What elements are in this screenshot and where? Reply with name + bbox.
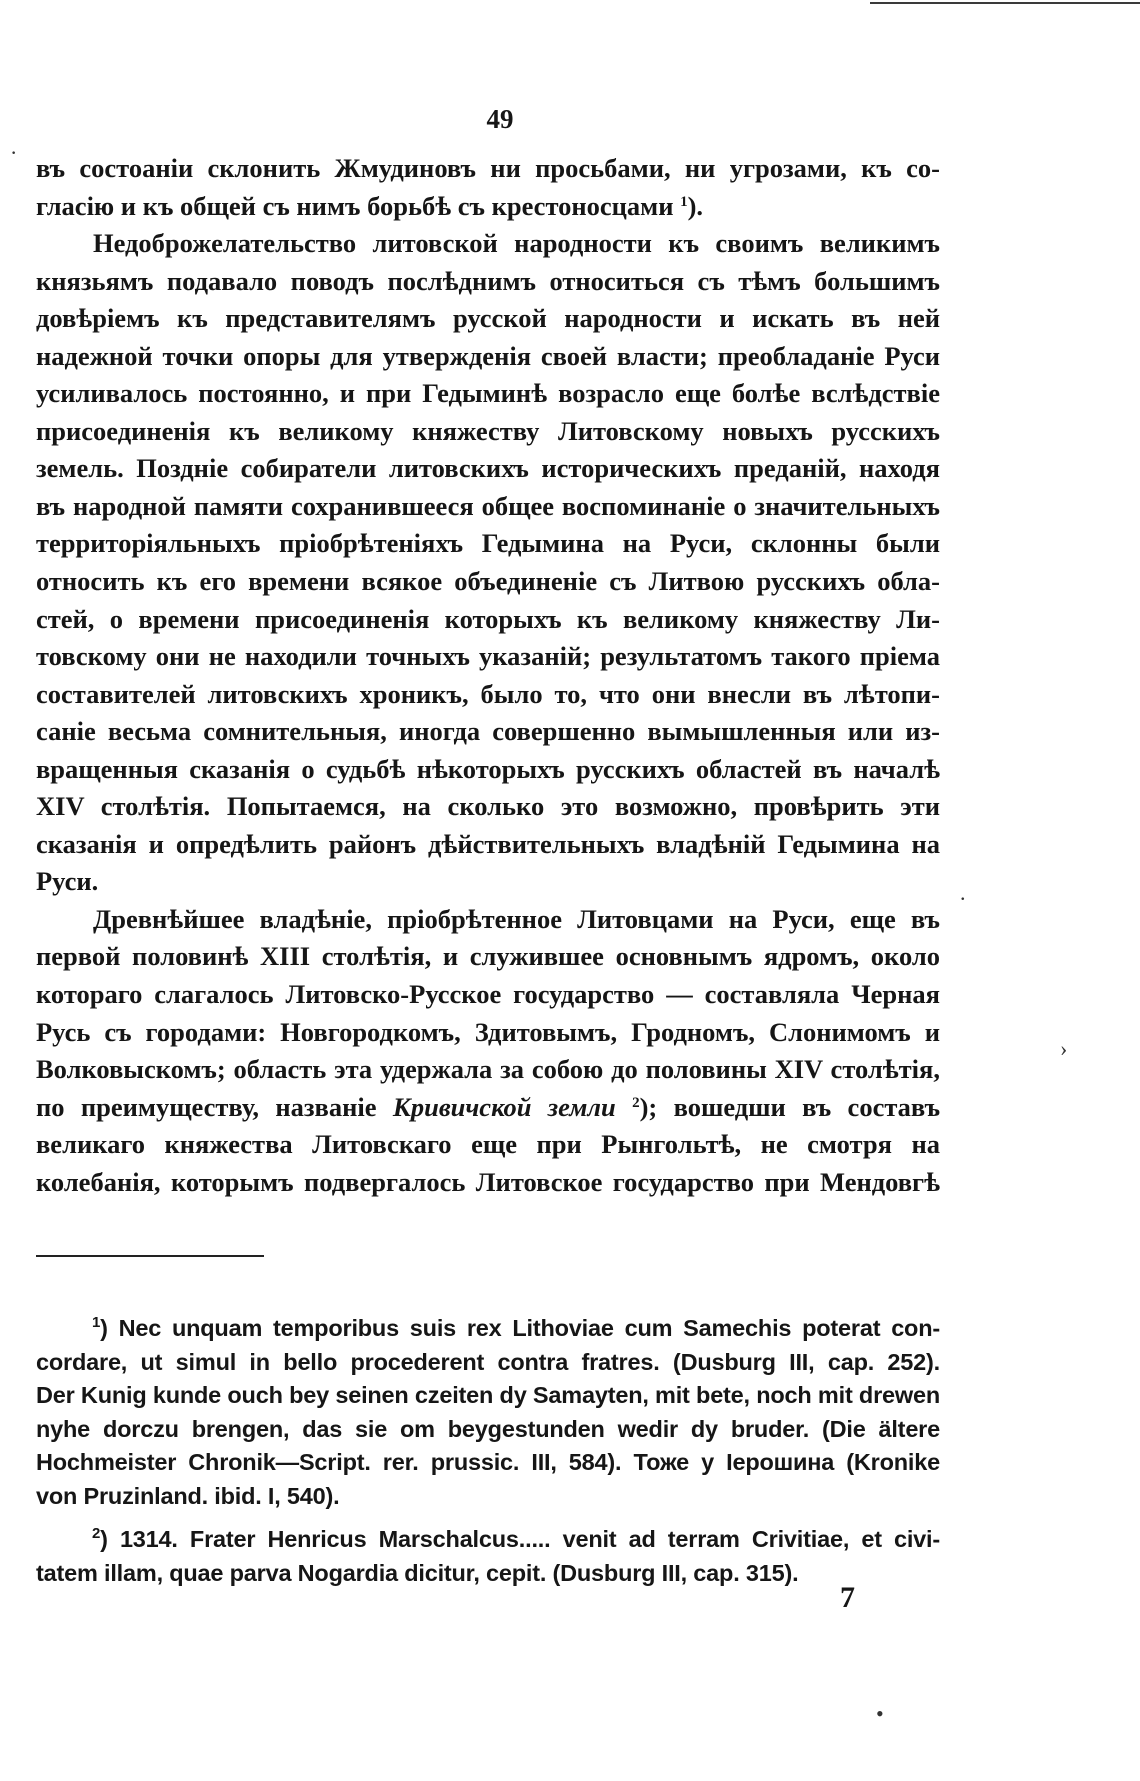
text-line: князьямъ подавало поводъ послѣднимъ относиться съ тѣмъ большимъ	[36, 265, 940, 296]
footnote-line: Der Kunig kunde ouch bey seinen czeiten dy Samayten, mit bete, noch mit drewen	[36, 1382, 940, 1408]
text-line: Волковыскомъ; область эта удержала за собою до половины XIV столѣтія,	[36, 1054, 940, 1085]
top-rule	[870, 2, 1140, 4]
text-line: первой половинѣ XIII столѣтія, и служившее основнымъ ядромъ, около	[36, 941, 940, 972]
footnote-line-content: ) Nec unquam temporibus suis rex Lithoviae cum Samechis poterat con-	[100, 1315, 940, 1341]
text-line-content: гласію и къ общей съ нимъ борьбѣ съ крестоносцами	[36, 190, 674, 221]
text-line-content: по преимуществу, названіе	[36, 1091, 377, 1122]
text-line: территоріяльныхъ пріобрѣтеніяхъ Гедымина на Руси, склонны были	[36, 528, 940, 559]
paragraph-3	[36, 901, 940, 1201]
footnote-line	[36, 1312, 940, 1346]
body-text	[36, 150, 940, 1201]
footnote-line: Hochmeister Chronik—Script. rer. prussic. III, 584). Тоже у Іерошина (Kronike	[36, 1449, 940, 1475]
footnote-separator	[36, 1255, 264, 1257]
margin-mark: ›	[1060, 1036, 1068, 1061]
text-line	[36, 188, 940, 226]
footnote-line-content: ) 1314. Frater Henricus Marschalcus..... venit ad terram Crivitiae, et civi-	[100, 1526, 940, 1552]
text-line: относить къ его времени всякое объединеніе съ Литвою русскихъ обла-	[36, 566, 940, 597]
text-line: Древнѣйшее владѣніе, пріобрѣтенное Литовцами на Руси, еще въ	[93, 903, 940, 934]
print-speck: •	[876, 1701, 884, 1726]
text-line: стей, о времени присоединенія которыхъ къ великому княжеству Ли-	[36, 603, 940, 634]
text-line: составителей литовскихъ хроникъ, было то, что они внесли въ лѣтопи-	[36, 678, 940, 709]
page-number: 49	[486, 104, 514, 134]
italic-term: Кривичской земли	[392, 1091, 616, 1122]
text-line: XIV столѣтія. Попытаемся, на сколько это возможно, провѣрить эти	[36, 791, 940, 822]
text-line: колебанія, которымъ подвергалось Литовское государство при Мендовгѣ	[36, 1166, 940, 1197]
print-speck: ·	[10, 140, 18, 165]
text-line-content: ); вошедши въ составъ	[639, 1091, 941, 1122]
signature-mark: 7	[840, 1581, 855, 1614]
footnote-line: tatem illam, quae parva Nogardia dicitur, cepit. (Dusburg III, cap. 315).	[36, 1559, 799, 1586]
text-line: въ народной памяти сохранившееся общее воспоминаніе о значительныхъ	[36, 490, 940, 521]
footnotes	[36, 1312, 940, 1590]
text-line: въ состоаніи склонить Жмудиновъ ни просьбами, ни угрозами, къ со-	[36, 153, 940, 183]
footnote-line: nyhe dorczu brengen, das sie om beygestunden wedir dy bruder. (Die ältere	[36, 1415, 940, 1442]
paragraph-2	[36, 225, 940, 901]
footnote-line: von Pruzinland. ibid. I, 540).	[36, 1482, 340, 1509]
text-line	[36, 1089, 940, 1127]
footnote-ref-1[interactable]: 1	[680, 193, 688, 210]
text-line: саніе весьма сомнительныя, иногда совершенно вымышленныя или из-	[36, 716, 940, 747]
text-line: надежной точки опоры для утвержденія своей власти; преобладаніе Руси	[36, 340, 940, 371]
text-line: сказанія и опредѣлить районъ дѣйствительныхъ владѣній Гедымина на	[36, 828, 940, 859]
text-line: Недоброжелательство литовской народности къ своимъ великимъ	[93, 228, 940, 259]
text-line: присоединенія къ великому княжеству Литовскому новыхъ русскихъ	[36, 415, 940, 446]
text-line-tail: ).	[687, 190, 704, 221]
footnote-1	[36, 1312, 940, 1513]
footnote-line: cordare, ut simul in bello procederent contra fratres. (Dusburg III, cap. 252).	[36, 1348, 940, 1375]
print-speck: .	[960, 880, 966, 905]
text-line: котораго слагалось Литовско-Русское государство — составляла Черная	[36, 979, 940, 1010]
paragraph-1	[36, 150, 940, 225]
footnote-marker: 1	[92, 1314, 101, 1331]
text-line: товскому они не находили точныхъ указаній; результатомъ такого пріема	[36, 641, 940, 672]
footnote-line	[36, 1523, 940, 1557]
footnote-2	[36, 1523, 940, 1590]
footnote-marker: 2	[92, 1525, 101, 1542]
text-line: усиливалось постоянно, и при Гедыминѣ возрасло еще болѣе вслѣдствіе	[36, 378, 940, 409]
text-line: вращенныя сказанія о судьбѣ нѣкоторыхъ русскихъ областей въ началѣ	[36, 753, 940, 784]
text-line: земель. Поздніе собиратели литовскихъ историческихъ преданій, находя	[36, 453, 940, 484]
text-line: великаго княжества Литовскаго еще при Рынгольтѣ, не смотря на	[36, 1129, 940, 1160]
text-line: Русь съ городами: Новгородкомъ, Здитовымъ, Гродномъ, Слонимомъ и	[36, 1016, 940, 1047]
footnote-ref-2[interactable]: 2	[632, 1094, 640, 1111]
text-line: довѣріемъ къ представителямъ русской народности и искать въ ней	[36, 303, 940, 334]
text-line: Руси.	[36, 866, 99, 897]
